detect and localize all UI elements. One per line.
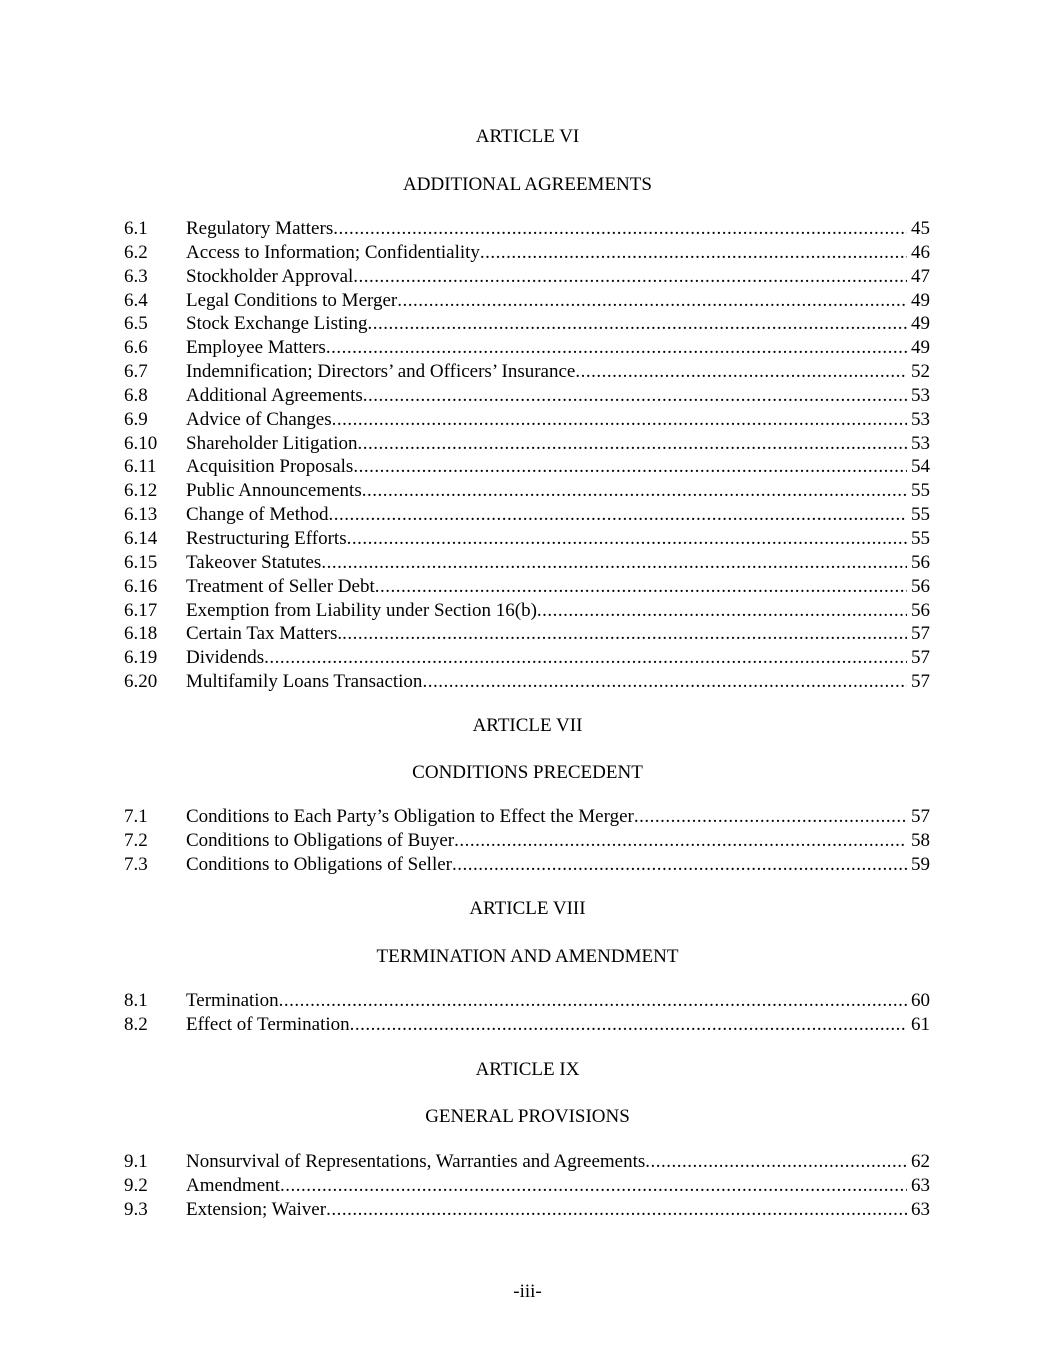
page-reference: 60 [911,990,930,1011]
toc-entry [186,455,930,479]
section-title: Public Announcements [186,480,362,502]
dot-leader [634,805,907,829]
section-title: Change of Method [186,504,329,526]
toc-row [124,527,930,551]
dot-leader [350,1013,907,1037]
section-title: Stockholder Approval [186,265,354,287]
section-number: 6.9 [124,408,148,430]
toc-entry [186,829,930,853]
toc-entry [186,527,930,551]
section-number: 6.20 [124,671,158,693]
toc-entry [186,479,930,503]
toc-row [124,265,930,289]
article-8-subtitle: TERMINATION AND AMENDMENT [376,946,679,967]
page-reference: 59 [911,853,930,875]
section-number: 6.17 [124,599,158,621]
section-number: 9.1 [124,1151,148,1172]
page-reference: 54 [911,456,930,478]
toc-entry [186,989,930,1013]
page-reference: 55 [911,504,930,526]
dot-leader [397,289,907,313]
dot-leader [333,217,907,241]
dot-leader [347,527,907,551]
toc-row [124,503,930,527]
dot-leader [279,989,907,1013]
section-number: 9.2 [124,1174,148,1196]
page-reference: 53 [911,408,930,430]
dot-leader [368,312,907,336]
section-number: 6.16 [124,575,158,597]
toc-entry [186,408,930,432]
section-title: Effect of Termination [186,1013,350,1035]
dot-leader [332,408,907,432]
page-reference: 56 [911,575,930,597]
toc-entry [186,1150,930,1174]
section-number: 9.3 [124,1198,148,1220]
toc-row [124,829,930,853]
section-title: Termination [186,990,279,1011]
dot-leader [328,503,907,527]
section-title: Legal Conditions to Merger [186,289,398,311]
page-reference: 52 [911,361,930,383]
toc-entry [186,1013,930,1037]
section-title: Takeover Statutes [186,551,322,573]
page-reference: 62 [911,1151,930,1172]
page-reference: 57 [911,806,930,827]
toc-entry [186,1174,930,1198]
section-title: Treatment of Seller Debt [186,575,375,597]
toc-row [124,575,930,599]
toc-row [124,599,930,623]
section-title: Conditions to Obligations of Seller [186,853,452,875]
toc-entry [186,805,930,829]
dot-leader [362,479,907,503]
toc-row [124,455,930,479]
dot-leader [454,829,907,853]
article-8-title: ARTICLE VIII [469,898,586,919]
dot-leader [326,336,907,360]
toc-row [124,217,930,241]
toc-entry [186,217,930,241]
toc-row [124,360,930,384]
section-title: Conditions to Obligations of Buyer [186,829,455,851]
section-title: Extension; Waiver [186,1198,327,1220]
toc-row [124,479,930,503]
dot-leader [645,1150,907,1174]
section-number: 6.8 [124,384,148,406]
page-reference: 63 [911,1198,930,1220]
section-title: Nonsurvival of Representations, Warranties and Agreements [186,1151,646,1172]
section-title: Certain Tax Matters. [186,623,343,645]
page-reference: 58 [911,829,930,851]
dot-leader [375,575,907,599]
article-7-toc [124,805,930,877]
toc-row [124,384,930,408]
dot-leader [480,241,907,265]
article-9-title: ARTICLE IX [475,1059,580,1080]
section-title: Multifamily Loans Transaction [186,671,423,693]
toc-entry [186,312,930,336]
toc-entry [186,336,930,360]
dot-leader [280,1174,907,1198]
dot-leader [353,265,907,289]
section-title: Dividends [186,647,265,669]
section-number: 7.3 [124,853,148,875]
section-title: Amendment [186,1174,280,1196]
dot-leader [452,853,907,877]
section-title: Regulatory Matters [186,218,334,239]
section-title: Shareholder Litigation [186,432,358,454]
toc-row [124,312,930,336]
section-number: 6.2 [124,241,148,263]
section-number: 6.4 [124,289,148,311]
toc-entry [186,241,930,265]
section-number: 6.3 [124,265,148,287]
section-number: 6.15 [124,551,158,573]
toc-row [124,1013,930,1037]
toc-entry [186,646,930,670]
section-number: 6.18 [124,623,158,645]
toc-row [124,408,930,432]
toc-entry [186,575,930,599]
section-title: Restructuring Efforts [186,527,347,549]
toc-row [124,551,930,575]
page-reference: 53 [911,432,930,454]
section-title: Advice of Changes [186,408,332,430]
section-number: 6.1 [124,218,148,239]
section-number: 6.7 [124,361,148,383]
dot-leader [363,384,907,408]
section-number: 6.13 [124,504,158,526]
dot-leader [422,670,907,694]
toc-entry [186,622,930,646]
article-9-toc [124,1150,930,1222]
page-reference: 55 [911,527,930,549]
section-number: 8.2 [124,1013,148,1035]
article-6-subtitle: ADDITIONAL AGREEMENTS [403,174,652,195]
page-reference: 61 [911,1013,930,1035]
dot-leader [321,551,907,575]
section-title: Conditions to Each Party’s Obligation to Effect the Merger [186,806,634,827]
article-7-subtitle: CONDITIONS PRECEDENT [412,762,643,783]
section-number: 6.12 [124,480,158,502]
dot-leader [342,622,907,646]
toc-row [124,1150,930,1174]
section-title: Access to Information; Confidentiality [186,241,480,263]
page-reference: 46 [911,241,930,263]
article-6-toc [124,217,930,694]
toc-entry [186,360,930,384]
section-number: 7.2 [124,829,148,851]
toc-row [124,1198,930,1222]
toc-row [124,989,930,1013]
page-number: -iii- [513,1281,542,1302]
section-title: Additional Agreements [186,384,363,406]
toc-entry [186,432,930,456]
toc-entry [186,503,930,527]
section-number: 7.1 [124,806,148,827]
toc-row [124,805,930,829]
toc-row [124,670,930,694]
section-number: 6.14 [124,527,158,549]
section-title: Employee Matters [186,337,326,359]
toc-row [124,241,930,265]
page-reference: 56 [911,599,930,621]
section-number: 6.10 [124,432,158,454]
toc-entry [186,670,930,694]
toc-row [124,646,930,670]
article-6-title: ARTICLE VI [475,126,580,147]
dot-leader [264,646,907,670]
section-number: 6.19 [124,647,158,669]
toc-entry [186,853,930,877]
toc-entry [186,384,930,408]
toc-entry [186,265,930,289]
toc-entry [186,289,930,313]
page-reference: 55 [911,480,930,502]
page-reference: 63 [911,1174,930,1196]
page-reference: 53 [911,384,930,406]
page-reference: 47 [911,265,930,287]
page-reference: 57 [911,671,930,693]
toc-row [124,1174,930,1198]
dot-leader [353,455,907,479]
article-9-subtitle: GENERAL PROVISIONS [425,1106,630,1127]
section-title: Exemption from Liability under Section 16(b) [186,599,537,621]
toc-entry [186,551,930,575]
section-title: Acquisition Proposals [186,456,354,478]
section-title: Indemnification; Directors’ and Officers’ Insurance [186,361,576,383]
dot-leader [537,599,907,623]
toc-row [124,432,930,456]
toc-row [124,853,930,877]
toc-entry [186,1198,930,1222]
dot-leader [357,432,907,456]
dot-leader [575,360,907,384]
section-number: 6.5 [124,313,148,335]
section-number: 6.6 [124,337,148,359]
section-number: 8.1 [124,990,148,1011]
dot-leader [326,1198,907,1222]
page-reference: 49 [911,289,930,311]
page-reference: 45 [911,218,930,239]
page-reference: 57 [911,647,930,669]
page-reference: 57 [911,623,930,645]
toc-row [124,289,930,313]
toc-entry [186,599,930,623]
article-7-title: ARTICLE VII [472,715,583,736]
section-title: Stock Exchange Listing [186,313,368,335]
article-8-toc [124,989,930,1037]
toc-row [124,622,930,646]
section-number: 6.11 [124,456,157,478]
page-reference: 49 [911,313,930,335]
page-reference: 56 [911,551,930,573]
toc-row [124,336,930,360]
page-reference: 49 [911,337,930,359]
